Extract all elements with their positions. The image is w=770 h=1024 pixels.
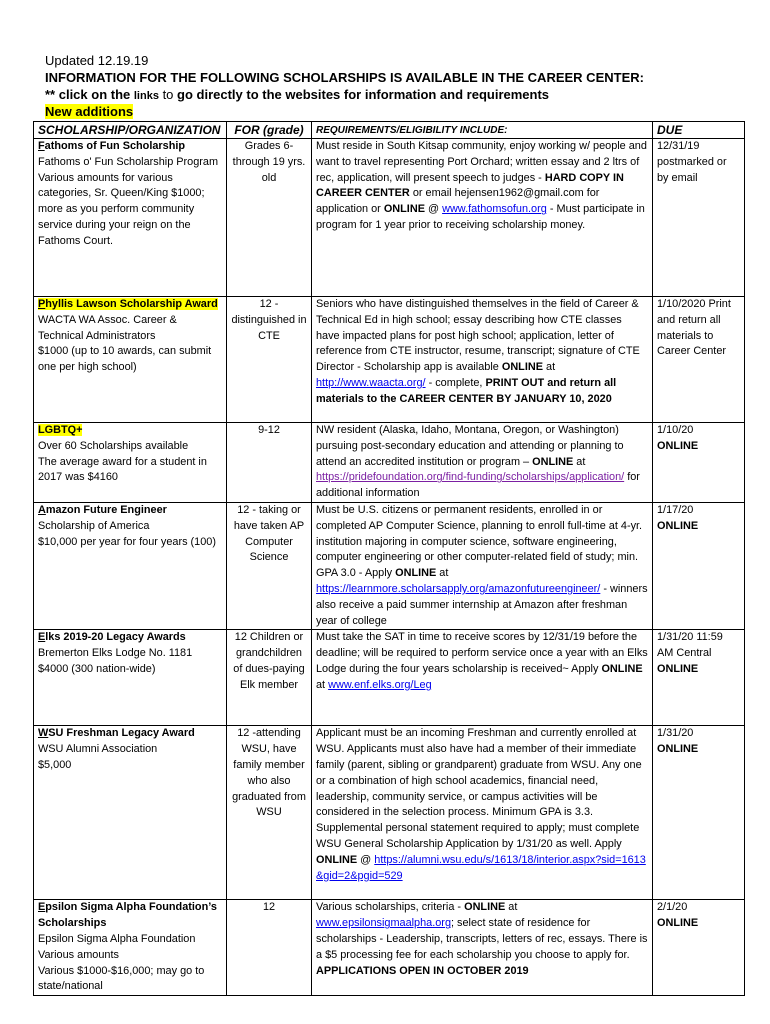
grade-cell: 9-12 <box>227 423 312 503</box>
due-cell <box>653 503 745 630</box>
req-text: - complete, <box>425 376 486 389</box>
org-line: WSU Alumni Association <box>38 743 158 756</box>
due-online: ONLINE <box>657 917 699 930</box>
org-line: Bremerton Elks Lodge No. 1181 <box>38 647 193 660</box>
grade-cell: 12 Children or grandchildren of dues-paying Elk member <box>227 630 312 726</box>
req-text: Must be U.S. citizens or permanent residents, enrolled in or completed AP Computer Science, planning to enroll full-time at 4-yr. institution majoring in computer science, software engineering, computer engineering or other computer-related field of study; min. GPA 3.0 - Apply <box>316 504 643 580</box>
due-date: 1/31/20 <box>657 727 694 740</box>
wsu-alumni-link[interactable]: https://alumni.wsu.edu/s/1613/18/interior.aspx?sid=1613&gid=2&pgid=529 <box>316 853 646 882</box>
org-cell <box>34 630 227 726</box>
req-text: NW resident (Alaska, Idaho, Montana, Oregon, or Washington) pursuing post-secondary education and attending or planning to attend an accredited institution or program – <box>316 424 624 468</box>
req-bold: ONLINE <box>316 853 358 866</box>
org-line: $5,000 <box>38 758 72 771</box>
name-highlight: Phyllis Lawson Scholarship Award <box>38 298 218 310</box>
table-row <box>34 630 745 726</box>
grade-cell: 12 - taking or have taken AP Computer Science <box>227 503 312 630</box>
req-bold: ONLINE <box>383 203 425 216</box>
updated-date: Updated 12.19.19 <box>45 53 149 68</box>
col-header-requirements: REQUIREMENTS/ELIGIBILITY INCLUDE: <box>312 122 653 139</box>
req-text: for additional information <box>316 471 640 500</box>
due-cell: 1/10/2020 Print and return all materials to Career Center <box>653 297 745 423</box>
name-highlight: LGBTQ+ <box>38 424 83 436</box>
org-line: Scholarship of America <box>38 519 150 532</box>
req-text: at <box>436 567 449 580</box>
table-header-row <box>34 122 745 139</box>
info-heading: INFORMATION FOR THE FOLLOWING SCHOLARSHIPS IS AVAILABLE IN THE CAREER CENTER: <box>45 70 644 85</box>
org-line: WACTA WA Assoc. Career & Technical Administrators <box>38 313 177 342</box>
col-header-grade: FOR (grade) <box>227 122 312 139</box>
table-row <box>34 423 745 503</box>
org-line: Over 60 Scholarships available <box>38 439 189 452</box>
new-additions-highlight: New additions <box>45 104 134 119</box>
fathomsofun-link[interactable]: www.fathomsofun.org <box>442 203 547 216</box>
scholarship-name: Epsilon Sigma Alpha Foundation’s Scholarships <box>38 901 217 930</box>
due-cell: 12/31/19 postmarked or by email <box>653 139 745 297</box>
org-line: Fathoms o' Fun Scholarship Program <box>38 155 219 168</box>
org-cell <box>34 139 227 297</box>
req-text: or email hejensen1962@gmail.com for application or <box>316 187 600 216</box>
new-additions-label <box>45 104 133 120</box>
scholarship-name: Amazon Future Engineer <box>38 504 167 516</box>
scholarship-name <box>38 297 222 313</box>
requirements-cell <box>312 726 653 900</box>
req-bold: APPLICATIONS OPEN IN OCTOBER 2019 <box>316 964 529 977</box>
req-bold: HARD COPY IN CAREER CENTER <box>316 171 624 200</box>
req-bold: ONLINE <box>532 455 574 468</box>
org-cell <box>34 503 227 630</box>
org-line: Various $1000-$16,000; may go to state/national <box>38 964 205 993</box>
table-row <box>34 900 745 996</box>
elks-link[interactable]: www.enf.elks.org/Leg <box>328 678 432 691</box>
org-line: The average award for a student in 2017 was $4160 <box>38 455 207 484</box>
req-bold: PRINT OUT and return all materials to the CAREER CENTER BY JANUARY 10, 2020 <box>316 376 617 405</box>
epsilonsigmaalpha-link[interactable]: www.epsilonsigmaalpha.org <box>316 917 451 930</box>
scholarship-name <box>38 423 222 439</box>
scholarship-name: Elks 2019-20 Legacy Awards <box>38 631 186 644</box>
scholarship-table <box>33 121 745 996</box>
req-bold: ONLINE <box>464 901 506 914</box>
org-line: Epsilon Sigma Alpha Foundation <box>38 932 196 945</box>
amazon-link[interactable]: https://learnmore.scholarsapply.org/amazonfutureengineer/ <box>316 582 601 595</box>
due-date: 1/31/20 11:59 AM Central <box>657 631 723 660</box>
req-text: at <box>505 901 518 914</box>
table-row <box>34 139 745 297</box>
org-line: $1000 (up to 10 awards, can submit one per high school) <box>38 345 212 374</box>
org-cell <box>34 900 227 996</box>
table-row <box>34 503 745 630</box>
org-line: $4000 (300 nation-wide) <box>38 662 156 675</box>
click-links: links <box>133 90 159 102</box>
due-online: ONLINE <box>657 662 699 675</box>
req-text: at <box>543 361 556 374</box>
req-bold: ONLINE <box>601 662 643 675</box>
requirements-cell <box>312 423 653 503</box>
req-text: @ <box>424 203 443 216</box>
requirements-cell <box>312 503 653 630</box>
requirements-cell <box>312 630 653 726</box>
due-online: ONLINE <box>657 743 699 756</box>
org-cell <box>34 726 227 900</box>
scholarship-name: Fathoms of Fun Scholarship <box>38 140 186 152</box>
due-cell <box>653 900 745 996</box>
req-text: - Must participate in program for 1 year prior to receiving scholarship money. <box>316 203 645 231</box>
click-suffix: go directly to the websites for information and requirements <box>177 87 550 102</box>
requirements-cell <box>312 900 653 996</box>
due-date: 1/17/20 <box>657 504 694 516</box>
table-row <box>34 297 745 423</box>
due-cell <box>653 423 745 503</box>
org-line: $10,000 per year for four years (100) <box>38 535 216 548</box>
click-prefix: ** click on the <box>45 87 134 102</box>
due-date: 1/10/20 <box>657 424 694 436</box>
due-online: ONLINE <box>657 519 699 532</box>
col-header-org: SCHOLARSHIP/ORGANIZATION <box>34 122 227 139</box>
grade-cell: 12 -attending WSU, have family member who also graduated from WSU <box>227 726 312 900</box>
req-text: - winners also receive a paid summer internship at Amazon after freshman year of college <box>316 582 648 627</box>
org-line: Various amounts for various categories, Sr. Queen/King $1000; more as you perform community service during your reign on the Fathoms Court. <box>38 171 205 247</box>
grade-cell: Grades 6- through 19 yrs. old <box>227 139 312 297</box>
table-row <box>34 726 745 900</box>
col-header-due: DUE <box>653 122 745 139</box>
req-text: at <box>316 678 329 691</box>
requirements-cell <box>312 297 653 423</box>
req-text: at <box>573 455 586 468</box>
req-text: Seniors who have distinguished themselves in the field of Career & Technical Ed in high school; essay describing how CTE classes have impacted plans for post high school; application, letter of reference from CTE instructor, resume, transcript; signature of CTE Director - Scholarship app is available <box>316 298 640 374</box>
org-line: Various amounts <box>38 948 119 961</box>
due-cell <box>653 630 745 726</box>
due-cell <box>653 726 745 900</box>
org-cell <box>34 297 227 423</box>
org-cell <box>34 423 227 503</box>
due-online: ONLINE <box>657 439 699 452</box>
req-bold: ONLINE <box>501 361 543 374</box>
req-text: ; select state of residence for scholarships - Leadership, transcripts, letters of rec, essays. There is a $5 processing fee for each scholarship you choose to apply for. <box>316 917 648 961</box>
requirements-cell <box>312 139 653 297</box>
req-text: Must take the SAT in time to receive scores by 12/31/19 before the deadline; will be required to perform service once a year with an Elks Lodge during the four years scholarship is received~ Apply <box>316 631 648 675</box>
req-bold: ONLINE <box>395 567 437 580</box>
grade-cell: 12 - distinguished in CTE <box>227 297 312 423</box>
scholarship-name: WSU Freshman Legacy Award <box>38 727 195 740</box>
req-text: @ <box>357 853 375 866</box>
click-instructions <box>45 87 549 104</box>
due-date: 2/1/20 <box>657 901 688 914</box>
req-text: Various scholarships, criteria - <box>316 901 465 914</box>
grade-cell: 12 <box>227 900 312 996</box>
req-text: Applicant must be an incoming Freshman and currently enrolled at WSU. Applicants must also have had a member of their immediate family (parent, sibling or grandparent) graduate from WSU. Any one or a combination of high school academics, financial need, leadership, community service, or campus activities will be considered in the selection process. Minimum GPA is 3.3. Supplemental personal statement required to apply; must complete WSU General Scholarship Application by 1/31/20 as well. Apply <box>316 727 642 850</box>
click-to: to <box>158 87 178 102</box>
waacta-link[interactable]: http://www.waacta.org/ <box>316 376 426 389</box>
req-text: Must reside in South Kitsap community, enjoy working w/ people and want to travel representing Port Orchard; written essay and 2 ltrs of rec, application, will present speech to judges - <box>316 140 647 184</box>
pridefoundation-link[interactable]: https://pridefoundation.org/find-funding/scholarships/application/ <box>316 471 625 484</box>
